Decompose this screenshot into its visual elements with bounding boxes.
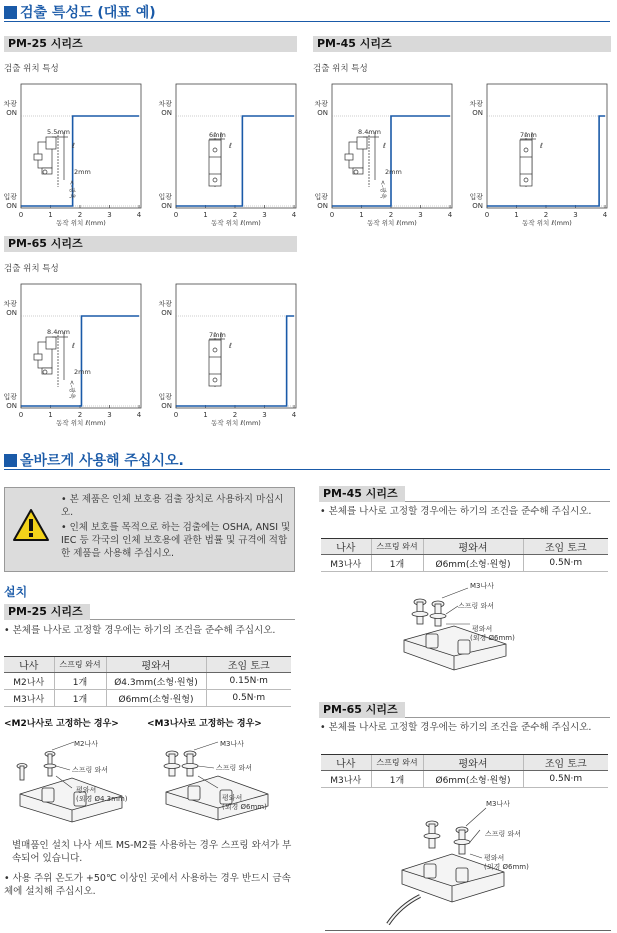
y-label-top-on: ON [472, 109, 483, 117]
y-label-top: 차광 [469, 100, 483, 108]
x-tick-label: 4 [291, 211, 297, 219]
l-symbol: ℓ [229, 342, 232, 350]
m3-label-flat: 평와셔 [222, 794, 243, 802]
x-tick-label: 4 [447, 211, 453, 219]
optical-axis-label: <-광축 [379, 180, 386, 199]
x-tick-label: 1 [48, 411, 53, 419]
warning-item-2: • 인체 보호를 목적으로 하는 검출에는 OSHA, ANSI 및 IEC 등 각국의 인체 보호용에 관한 법률 및 규격에 적합한 제품을 사용해 주십시오. [61, 522, 291, 559]
y-label-top: 차광 [158, 300, 172, 308]
l-symbol: ℓ [383, 142, 386, 150]
m2-heading: <M2나사로 고정하는 경우> [4, 719, 119, 729]
pm45-mount-illustration [398, 584, 513, 674]
pm65-label-screw: M3나사 [486, 800, 511, 808]
m3-heading: <M3나사로 고정하는 경우> [147, 719, 262, 729]
y-label-top: 차광 [158, 100, 172, 108]
m3-label-screw: M3나사 [220, 740, 245, 748]
y-label-top-on: ON [6, 109, 17, 117]
inst45-table [321, 538, 608, 572]
x-tick-label: 1 [359, 211, 364, 219]
y-label-top-on: ON [317, 109, 328, 117]
x-tick-label: 1 [203, 211, 208, 219]
m3-label-od: (외경 Ø6mm) [222, 803, 267, 811]
m3-label-spring: 스프링 와셔 [216, 764, 253, 772]
dim-label: 6mm [209, 131, 226, 139]
m2-label-od: (외경 Ø4.3mm) [76, 795, 128, 803]
dim-label: 7mm [209, 331, 226, 339]
x-tick-label: 4 [136, 411, 142, 419]
x-tick-label: 0 [18, 411, 24, 419]
col-flat-washer: 평와셔 [423, 539, 523, 555]
plot-frame [176, 284, 296, 408]
chart-pm25-b [155, 82, 310, 232]
pm65-label-od: (외경 Ø6mm) [484, 863, 529, 871]
chart-pm65-a [0, 282, 155, 432]
inst25-note-1: 별매품인 설치 나사 세트 MS-M2를 사용하는 경우 스프링 와셔가 부속되어 있습니다. [12, 840, 292, 864]
dim-label-2: 2mm [74, 168, 91, 176]
pm45-label-screw: M3나사 [470, 582, 495, 590]
divider [405, 717, 610, 718]
y-label-top-on: ON [161, 309, 172, 317]
y-label-top: 차광 [314, 100, 328, 108]
pm65-label-flat: 평와셔 [484, 854, 505, 862]
col-spring-washer: 스프링 와셔 [54, 657, 106, 673]
y-label-bottom-on: ON [472, 202, 483, 210]
col-screw: 나사 [321, 539, 371, 555]
col-torque: 조임 토크 [523, 755, 608, 771]
dim-label: 5.5mm [47, 128, 71, 136]
col-flat-washer: 평와셔 [106, 657, 206, 673]
y-label-bottom: 입광 [158, 193, 172, 201]
x-tick-label: 3 [418, 211, 423, 219]
y-label-bottom-on: ON [6, 402, 17, 410]
m2-label-flat: 평와셔 [76, 786, 97, 794]
dim-label: 8.4mm [47, 328, 71, 336]
inst25-desc: • 본체를 나사로 고정할 경우에는 하기의 조건을 준수해 주십시오. [4, 625, 276, 636]
x-tick-label: 3 [573, 211, 578, 219]
x-tick-label: 4 [291, 411, 297, 419]
l-symbol: ℓ [72, 342, 75, 350]
y-label-bottom: 입광 [469, 193, 483, 201]
square-bullet-icon [4, 6, 17, 19]
col-flat-washer: 평와셔 [423, 755, 523, 771]
pm45-label-flat: 평와셔 [472, 625, 493, 633]
x-axis-label: 동작 위치 ℓ(mm) [211, 419, 261, 427]
x-tick-label: 0 [173, 411, 179, 419]
inst65-table [321, 754, 608, 788]
pm45-label-spring: 스프링 와셔 [458, 602, 495, 610]
col-torque: 조임 토크 [206, 657, 291, 673]
x-tick-label: 3 [262, 411, 267, 419]
warning-item-1: • 본 제품은 인체 보호용 검출 장치로 사용하지 마십시오. [61, 494, 284, 518]
l-symbol: ℓ [72, 142, 75, 150]
x-axis-label: 동작 위치 ℓ(mm) [211, 219, 261, 227]
pm25-series-title: PM-25 시리즈 [4, 36, 297, 52]
y-label-top-on: ON [6, 309, 17, 317]
divider [405, 501, 610, 502]
x-tick-label: 0 [18, 211, 24, 219]
x-tick-label: 1 [203, 411, 208, 419]
divider [90, 619, 295, 620]
l-symbol: ℓ [540, 142, 543, 150]
x-tick-label: 3 [107, 411, 112, 419]
y-label-bottom: 입광 [3, 193, 17, 201]
x-axis-label: 동작 위치 ℓ(mm) [367, 219, 417, 227]
table-row: M3나사 1개 Ø6mm(소형·원형) 0.5N·m [321, 555, 608, 572]
pm25-subtitle: 검출 위치 특성 [4, 64, 59, 74]
pm65-subtitle: 검출 위치 특성 [4, 264, 59, 274]
inst25-note-2: • 사용 주위 온도가 +50℃ 이상인 곳에서 사용하는 경우 반드시 금속체에 설치해 주십시오. [4, 873, 291, 897]
y-label-bottom: 입광 [158, 393, 172, 401]
section-title-usage: 올바르게 사용해 주십시오. [4, 451, 184, 469]
m2-mount-illustration [12, 736, 137, 824]
section-title-characteristics: 검출 특성도 (대표 예) [4, 3, 156, 21]
x-tick-label: 3 [262, 211, 267, 219]
table-row: M3나사 1개 Ø6mm(소형·원형) 0.5N·m [321, 771, 608, 788]
y-label-top: 차광 [3, 300, 17, 308]
x-tick-label: 2 [232, 211, 238, 219]
divider [4, 469, 610, 470]
x-tick-label: 0 [329, 211, 335, 219]
table-row: M3나사 1개 Ø6mm(소형·원형) 0.5N·m [4, 690, 291, 707]
m2-label-screw: M2나사 [74, 740, 99, 748]
col-screw: 나사 [321, 755, 371, 771]
l-symbol: ℓ [229, 142, 232, 150]
plot-frame [487, 84, 607, 208]
x-tick-label: 2 [77, 211, 83, 219]
chart-pm25-a [0, 82, 155, 232]
col-spring-washer: 스프링 와셔 [371, 755, 423, 771]
optical-axis-label: <-광축 [68, 380, 75, 399]
x-tick-label: 1 [48, 211, 53, 219]
pm45-series-title: PM-45 시리즈 [313, 36, 611, 52]
y-label-bottom: 입광 [3, 393, 17, 401]
plot-frame [176, 84, 296, 208]
dim-label-2: 2mm [74, 368, 91, 376]
table-row: M2나사 1개 Ø4.3mm(소형·원형) 0.15N·m [4, 673, 291, 690]
chart-pm45-a [311, 82, 466, 232]
y-label-top-on: ON [161, 109, 172, 117]
x-tick-label: 1 [514, 211, 519, 219]
divider [4, 21, 610, 22]
inst65-series-title: PM-65 시리즈 [319, 702, 405, 718]
y-label-bottom-on: ON [161, 202, 172, 210]
pm45-label-od: (외경 Ø6mm) [470, 634, 515, 642]
col-spring-washer: 스프링 와셔 [371, 539, 423, 555]
dim-label: 7mm [520, 131, 537, 139]
y-label-bottom-on: ON [317, 202, 328, 210]
y-label-top: 차광 [3, 100, 17, 108]
footer-rule [325, 930, 611, 931]
x-tick-label: 2 [388, 211, 394, 219]
x-tick-label: 3 [107, 211, 112, 219]
col-screw: 나사 [4, 657, 54, 673]
pm65-series-title: PM-65 시리즈 [4, 236, 297, 252]
dim-label-2: 2mm [385, 168, 402, 176]
x-axis-label: 동작 위치 ℓ(mm) [56, 219, 106, 227]
x-tick-label: 0 [173, 211, 179, 219]
x-axis-label: 동작 위치 ℓ(mm) [522, 219, 572, 227]
y-label-bottom: 입광 [314, 193, 328, 201]
inst65-desc: • 본체를 나사로 고정할 경우에는 하기의 조건을 준수해 주십시오. [320, 722, 592, 733]
x-tick-label: 4 [602, 211, 608, 219]
x-tick-label: 2 [77, 411, 83, 419]
inst25-table [4, 656, 291, 707]
x-tick-label: 2 [543, 211, 549, 219]
pm65-label-spring: 스프링 와셔 [485, 830, 522, 838]
y-label-bottom-on: ON [6, 202, 17, 210]
col-torque: 조임 토크 [523, 539, 608, 555]
warning-icon [12, 508, 50, 542]
install-heading: 설치 [4, 585, 28, 599]
warning-box [4, 487, 295, 572]
y-label-bottom-on: ON [161, 402, 172, 410]
chart-pm45-b [466, 82, 617, 232]
inst45-series-title: PM-45 시리즈 [319, 486, 405, 502]
pm45-subtitle: 검출 위치 특성 [313, 64, 368, 74]
chart-pm65-b [155, 282, 310, 432]
inst25-series-title: PM-25 시리즈 [4, 604, 90, 620]
x-tick-label: 0 [484, 211, 490, 219]
x-tick-label: 2 [232, 411, 238, 419]
optical-axis-label: <-광축 [68, 180, 75, 199]
square-bullet-icon [4, 454, 17, 467]
x-tick-label: 4 [136, 211, 142, 219]
x-axis-label: 동작 위치 ℓ(mm) [56, 419, 106, 427]
inst45-desc: • 본체를 나사로 고정할 경우에는 하기의 조건을 준수해 주십시오. [320, 506, 592, 517]
m2-label-spring: 스프링 와셔 [72, 766, 109, 774]
dim-label: 8.4mm [358, 128, 382, 136]
